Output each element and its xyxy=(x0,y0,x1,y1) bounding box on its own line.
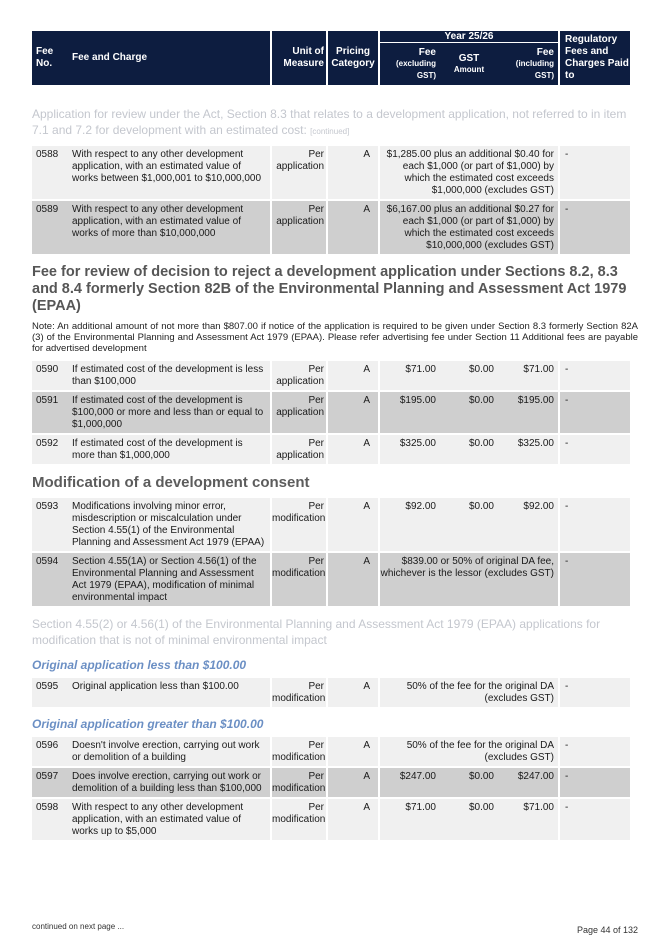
header-fee-group xyxy=(380,31,558,85)
header-fee-incl: Fee xyxy=(536,46,554,58)
header-fee-excl-sub: (excluding GST) xyxy=(395,58,436,80)
section-title-review-application: Application for review under the Act, Section 8.3 that relates to a development application, not referred to in item 7.1 and 7.2 for development with an estimated cost: [continued] xyxy=(32,107,627,137)
table-row: 0594 Section 4.55(1A) or Section 4.56(1) of the Environmental Planning and Assessment Act 1979 (EPAA), modification of minimal environmental impact Per modification A $839.00 or 50% of original DA fee, whichever is the lessor (excludes GST) - xyxy=(32,553,638,606)
table-row: 0590 If estimated cost of the development is less than $100,000 Per application A $71.00 $0.00 $71.00 - xyxy=(32,361,638,390)
header-regulatory: Regulatory Fees and Charges Paid to xyxy=(560,31,630,85)
header-gst: GST xyxy=(458,52,480,64)
section-title-review-decision: Fee for review of decision to reject a development application under Sections 8.2, 8.3 and 8.4 formerly Section 82B of the Environmental Planning and Assessment Act 1979 (EPAA) xyxy=(32,264,627,314)
section-title-not-minimal-impact: Section 4.55(2) or 4.56(1) of the Environmental Planning and Assessment Act 1979 (EPAA) applications for modification that is not of minimal environmental impact xyxy=(32,617,601,647)
table-row: 0592 If estimated cost of the development is more than $1,000,000 Per application A $325.00 $0.00 $325.00 - xyxy=(32,435,638,464)
table-row: 0591 If estimated cost of the development is $100,000 or more and less than or equal to $1,000,000 Per application A $195.00 $0.00 $195.00 - xyxy=(32,392,638,433)
continued-label: [continued] xyxy=(310,127,350,136)
header-fee-incl-sub: (including GST) xyxy=(515,58,554,80)
header-fee-no: Fee No. xyxy=(32,31,66,85)
page-number: Page 44 of 132 xyxy=(576,925,638,935)
header-pricing-category: Pricing Category xyxy=(328,31,378,85)
table-row: 0593 Modifications involving minor error, misdescription or miscalculation under Section 4.55(1) of the Environmental Planning and Assessment Act 1979 (EPAA) Per modification A $92.00 $0.00 $92.00 - xyxy=(32,498,638,551)
header-fee-excl: Fee xyxy=(418,46,436,58)
table-row: 0588 With respect to any other development application, with an estimated value of works between $1,000,001 to $10,000,000 Per application A $1,285.00 plus an additional $0.40 for each $1,000 (or part of $1,000) by which the estimated cost exceeds $1,000,000 (excludes GST) - xyxy=(32,146,638,199)
table-header xyxy=(32,31,638,85)
continued-footer: continued on next page ... xyxy=(32,922,125,931)
header-unit-of-measure: Unit of Measure xyxy=(272,31,326,85)
subsection-title-greater-than-100: Original application greater than $100.00 xyxy=(32,717,264,731)
section-note: Note: An additional amount of not more than $807.00 if notice of the application is required to be given under Section 8.3 formerly Section 82A (3) of the Environmental Planning and Assessment Act 1979 (EPAA). Please refer advertising fee under Section 11 Additional fees are payable for advertised development xyxy=(32,321,638,354)
header-gst-sub: Amount xyxy=(453,64,485,74)
table-row: 0589 With respect to any other development application, with an estimated value of works of more than $10,000,000 Per application A $6,167.00 plus an additional $0.27 for each $1,000 (or part of $1,000) by which the estimated cost exceeds $10,000,000 (excludes GST) - xyxy=(32,201,638,254)
fee-schedule-page xyxy=(32,31,638,842)
table-row: 0595 Original application less than $100.00 Per modification A 50% of the fee for the original DA (excludes GST) - xyxy=(32,678,638,707)
header-fee-and-charge: Fee and Charge xyxy=(66,31,270,85)
table-row: 0597 Does involve erection, carrying out work or demolition of a building less than $100,000 Per modification A $247.00 $0.00 $247.00 - xyxy=(32,768,638,797)
section-title-modification: Modification of a development consent xyxy=(32,474,310,491)
header-year: Year 25/26 xyxy=(380,31,558,43)
table-row: 0598 With respect to any other development application, with an estimated value of works up to $5,000 Per modification A $71.00 $0.00 $71.00 - xyxy=(32,799,638,840)
table-row: 0596 Doesn't involve erection, carrying out work or demolition of a building Per modification A 50% of the fee for the original DA (excludes GST) - xyxy=(32,737,638,766)
subsection-title-less-than-100: Original application less than $100.00 xyxy=(32,658,247,672)
